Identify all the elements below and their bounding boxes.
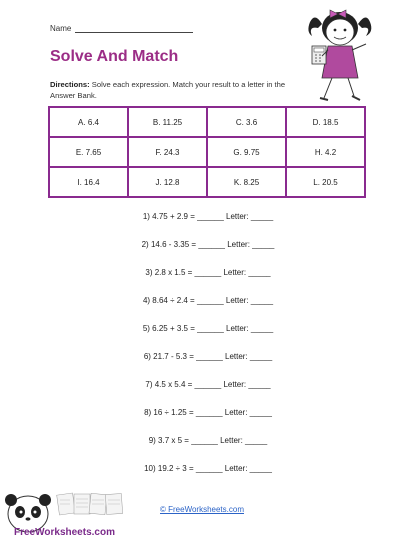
- logo-text: FreeWorksheets.com: [14, 527, 115, 538]
- name-row: [50, 24, 193, 33]
- freeworksheets-logo: [0, 488, 140, 539]
- answer-bank-cell: F. 24.3: [128, 137, 207, 167]
- page-title: Solve And Match: [50, 48, 179, 65]
- answer-bank-cell: K. 8.25: [207, 167, 286, 197]
- answer-bank: [48, 106, 366, 198]
- freeworksheets-link[interactable]: © FreeWorksheets.com: [160, 505, 244, 514]
- answer-bank-cell: H. 4.2: [286, 137, 365, 167]
- answer-bank-row: [49, 167, 365, 197]
- answer-bank-cell: A. 6.4: [49, 107, 128, 137]
- problem-item: 4) 8.64 ÷ 2.4 = ______ Letter: _____: [142, 296, 274, 305]
- answer-bank-cell: B. 11.25: [128, 107, 207, 137]
- directions: [50, 79, 288, 101]
- problem-item: 10) 19.2 ÷ 3 = ______ Letter: _____: [144, 464, 272, 473]
- problem-item: 9) 3.7 x 5 = ______ Letter: _____: [148, 436, 268, 445]
- answer-bank-cell: J. 12.8: [128, 167, 207, 197]
- problem-item: 2) 14.6 - 3.35 = ______ Letter: _____: [141, 240, 275, 249]
- answer-bank-cell: E. 7.65: [49, 137, 128, 167]
- directions-text: Solve each expression. Match your result to a letter in the Answer Bank.: [50, 80, 286, 100]
- problem-item: 7) 4.5 x 5.4 = ______ Letter: _____: [145, 380, 271, 389]
- problem-item: 3) 2.8 x 1.5 = ______ Letter: _____: [145, 268, 271, 277]
- problem-item: 1) 4.75 + 2.9 = ______ Letter: _____: [142, 212, 274, 221]
- answer-bank-row: [49, 107, 365, 137]
- answer-bank-cell: G. 9.75: [207, 137, 286, 167]
- directions-label: Directions:: [50, 80, 90, 89]
- problem-item: 8) 16 ÷ 1.25 = ______ Letter: _____: [144, 408, 272, 417]
- girl-with-calculator-illustration: [300, 4, 380, 108]
- answer-bank-cell: I. 16.4: [49, 167, 128, 197]
- answer-bank-cell: D. 18.5: [286, 107, 365, 137]
- answer-bank-row: [49, 137, 365, 167]
- answer-bank-cell: L. 20.5: [286, 167, 365, 197]
- problem-item: 6) 21.7 - 5.3 = ______ Letter: _____: [143, 352, 273, 361]
- answer-bank-cell: C. 3.6: [207, 107, 286, 137]
- name-label: Name: [50, 24, 72, 33]
- problem-item: 5) 6.25 + 3.5 = ______ Letter: _____: [142, 324, 274, 333]
- name-input-line[interactable]: [75, 25, 193, 33]
